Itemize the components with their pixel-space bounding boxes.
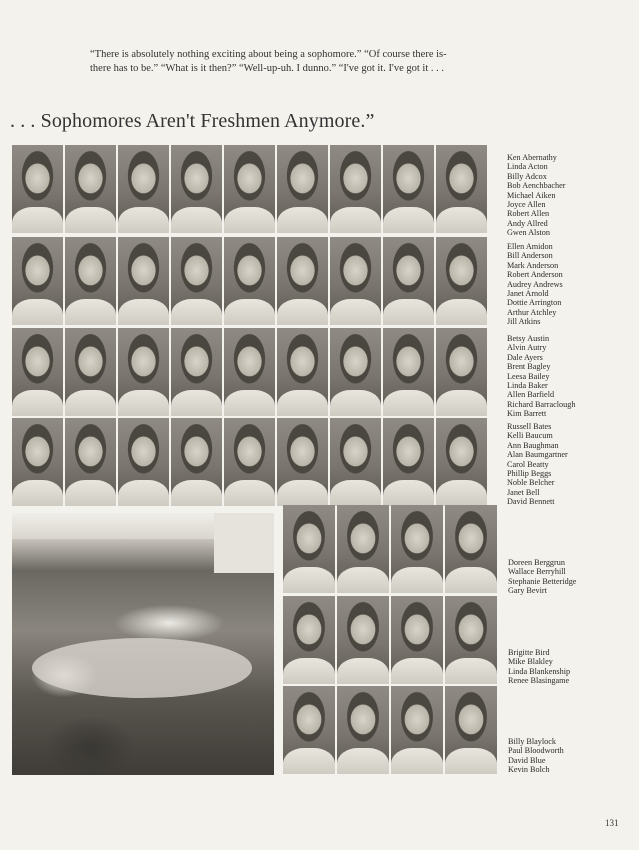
student-name: Ellen Amidon <box>507 242 553 251</box>
student-name: Dale Ayers <box>507 352 543 362</box>
student-name: Andy Allred <box>507 218 548 228</box>
portrait-row-1 <box>12 145 489 233</box>
student-portrait <box>330 328 381 416</box>
cafeteria-candid-photo <box>12 513 274 775</box>
student-portrait <box>118 418 169 506</box>
student-portrait <box>383 237 434 325</box>
student-portrait <box>65 418 116 506</box>
student-portrait <box>224 145 275 233</box>
student-name: Billy Adcox <box>507 171 547 181</box>
opening-quote: “There is absolutely nothing exciting about being a sophomore.” “Of course there is-there has to be.” “What is it then?” “Well-up-uh. I dunno.” “I've got it. I've got it . . . <box>90 49 447 74</box>
student-portrait <box>12 237 63 325</box>
student-portrait <box>224 237 275 325</box>
student-name: Billy Blaylock <box>508 737 556 746</box>
student-name: Linda Acton <box>507 162 548 172</box>
portrait-row-3 <box>12 328 489 416</box>
student-portrait <box>445 505 497 593</box>
student-name: Joyce Allen <box>507 200 546 210</box>
student-name: Bill Anderson <box>507 251 553 261</box>
portrait-row-4 <box>12 418 489 506</box>
student-portrait <box>436 145 487 233</box>
student-portrait <box>391 505 443 593</box>
student-portrait <box>65 237 116 325</box>
student-name: Linda Blankenship <box>508 666 571 676</box>
student-name: Arthur Atchley <box>507 307 557 317</box>
student-portrait <box>224 418 275 506</box>
student-name: Phillip Beggs <box>507 469 552 479</box>
names-group-4 <box>507 422 568 507</box>
student-name: Renee Blasingame <box>508 676 570 686</box>
student-name: Bob Aenchbacher <box>507 181 566 191</box>
student-portrait <box>330 418 381 506</box>
student-portrait <box>283 596 335 684</box>
student-portrait <box>118 328 169 416</box>
student-portrait <box>171 145 222 233</box>
student-portrait <box>171 418 222 506</box>
student-portrait <box>436 418 487 506</box>
student-portrait <box>383 328 434 416</box>
student-name: Wallace Berryhill <box>508 567 566 577</box>
portrait-row-2 <box>12 237 489 325</box>
names-group-3 <box>507 334 575 419</box>
student-portrait <box>283 686 335 774</box>
student-portrait <box>383 418 434 506</box>
student-portrait <box>436 237 487 325</box>
student-name: Stephanie Betteridge <box>508 576 577 586</box>
student-name: Paul Bloodworth <box>508 746 564 756</box>
portrait-row-7 <box>283 686 499 774</box>
student-portrait <box>277 145 328 233</box>
student-name: Carol Beatty <box>507 459 549 469</box>
student-portrait <box>12 328 63 416</box>
student-portrait <box>277 237 328 325</box>
student-name: Michael Aiken <box>507 190 556 200</box>
student-name: Richard Barraclough <box>507 399 576 409</box>
student-portrait <box>383 145 434 233</box>
student-portrait <box>65 328 116 416</box>
student-name: Robert Allen <box>507 209 550 219</box>
student-portrait <box>277 418 328 506</box>
student-name: Ann Baughman <box>507 440 559 450</box>
student-name: Mark Anderson <box>507 260 559 270</box>
student-name: Kim Barrett <box>507 409 547 419</box>
student-portrait <box>171 237 222 325</box>
student-name: Gary Bevirt <box>508 586 547 596</box>
student-portrait <box>337 596 389 684</box>
student-name: Brent Bagley <box>507 362 551 372</box>
student-name: Janet Bell <box>507 487 540 497</box>
page-number: 131 <box>605 818 619 828</box>
student-name: Betsy Austin <box>507 334 550 343</box>
student-name: David Blue <box>508 755 546 765</box>
portrait-row-5 <box>283 505 499 593</box>
student-portrait <box>12 145 63 233</box>
student-portrait <box>65 145 116 233</box>
student-name: Robert Anderson <box>507 270 563 280</box>
student-name: Leesa Bailey <box>507 371 550 381</box>
student-name: Brigitte Bird <box>508 648 550 657</box>
student-portrait <box>12 418 63 506</box>
student-name: Janet Arnold <box>507 289 549 299</box>
student-portrait <box>283 505 335 593</box>
student-name: Kelli Baucum <box>507 431 553 441</box>
student-portrait <box>118 145 169 233</box>
student-name: Jill Atkins <box>507 317 541 327</box>
student-portrait <box>118 237 169 325</box>
portrait-row-6 <box>283 596 499 684</box>
names-group-1 <box>507 153 565 238</box>
student-portrait <box>445 686 497 774</box>
student-name: Noble Belcher <box>507 478 555 488</box>
student-portrait <box>337 505 389 593</box>
page-headline: . . . Sophomores Aren't Freshmen Anymore.” <box>10 110 375 132</box>
student-portrait <box>391 686 443 774</box>
student-name: Audrey Andrews <box>507 279 563 289</box>
student-name: Linda Baker <box>507 381 548 391</box>
student-portrait <box>445 596 497 684</box>
student-portrait <box>330 237 381 325</box>
student-portrait <box>391 596 443 684</box>
names-group-6 <box>508 648 570 686</box>
student-portrait <box>171 328 222 416</box>
names-group-2 <box>507 242 563 327</box>
names-group-5 <box>508 558 576 596</box>
student-name: Allen Barfield <box>507 390 555 400</box>
student-name: Doreen Berggrun <box>508 558 565 567</box>
student-name: Mike Blakley <box>508 657 553 667</box>
student-portrait <box>224 328 275 416</box>
student-portrait <box>277 328 328 416</box>
student-name: Russell Bates <box>507 422 552 431</box>
student-name: Ken Abernathy <box>507 153 557 162</box>
names-group-7 <box>508 737 564 775</box>
student-name: Kevin Bolch <box>508 765 550 775</box>
student-name: Gwen Alston <box>507 228 550 238</box>
student-portrait <box>330 145 381 233</box>
student-name: Alan Baumgartner <box>507 450 568 460</box>
student-portrait <box>337 686 389 774</box>
student-portrait <box>436 328 487 416</box>
student-name: Dottie Arrington <box>507 298 562 308</box>
student-name: Alvin Autry <box>507 343 547 353</box>
student-name: David Bennett <box>507 497 555 507</box>
